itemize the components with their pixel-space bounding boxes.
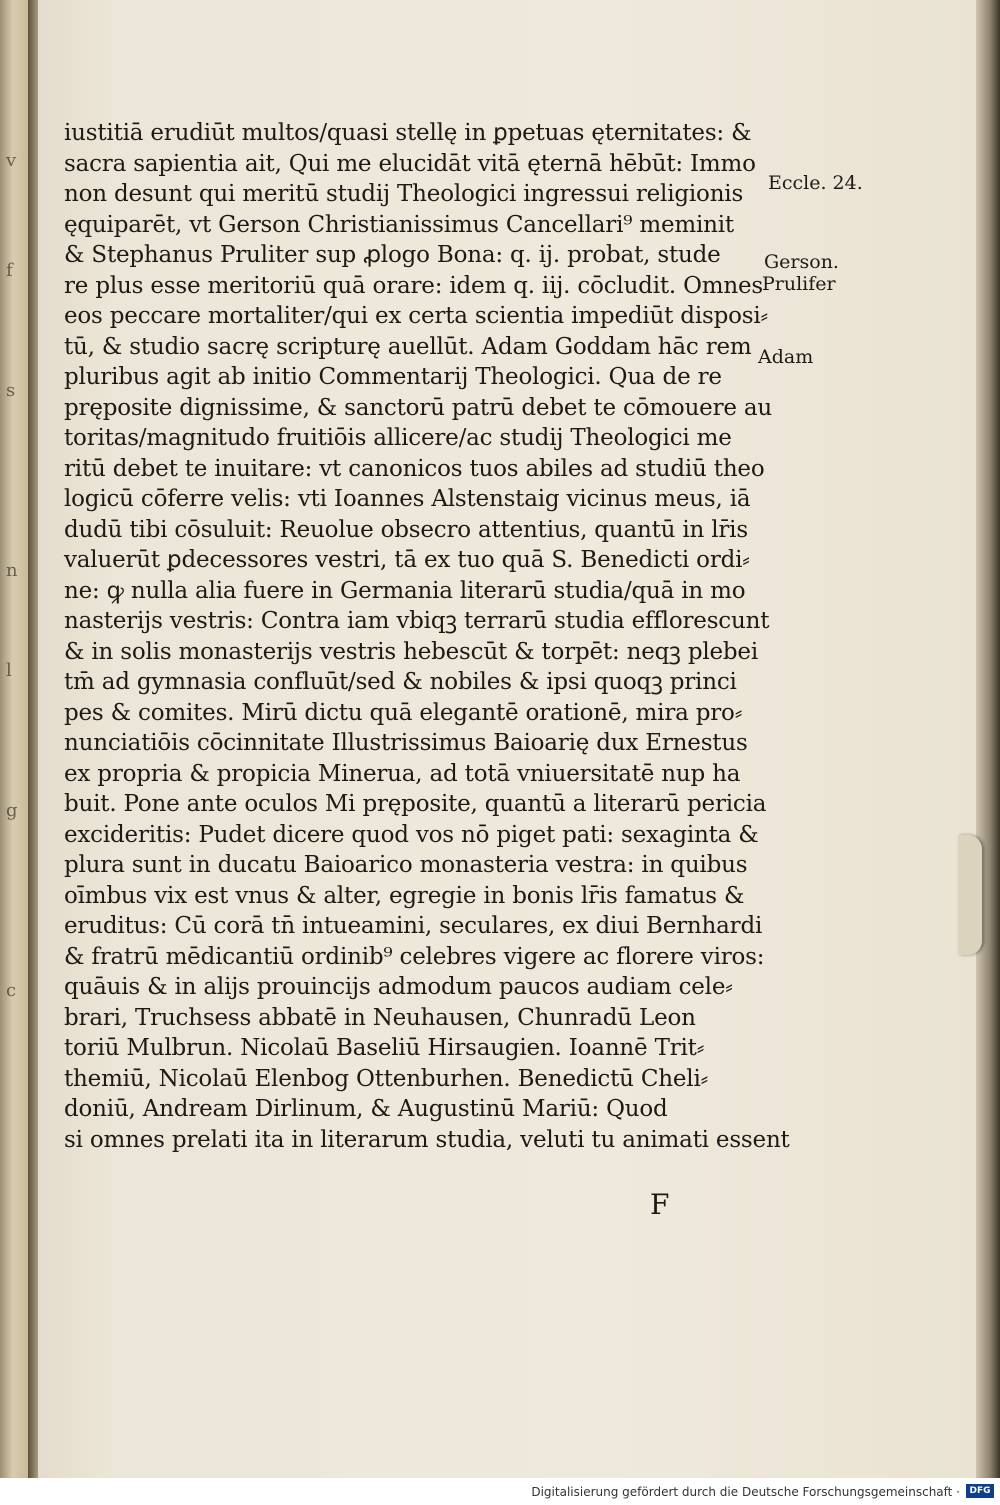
text-line: pes & comites. Mirū dictu quā elegantē orationē, mira pro⸗ xyxy=(64,699,743,726)
text-line: toriū Mulbrun. Nicolaū Baseliū Hirsaugien. Ioannē Trit⸗ xyxy=(64,1035,705,1061)
text-line: excideritis: Pudet dicere quod vos nō piget pati: sexaginta & xyxy=(64,821,759,848)
text-line: plura sunt in ducatu Baioarico monasteria vestra: in quibus xyxy=(64,852,748,878)
text-line: dudū tibi cōsuluit: Reuolue obsecro attentius, quantū in lr̄is xyxy=(64,516,748,543)
text-line: oīmbus vix est vnus & alter, egregie in bonis lr̄is famatus & xyxy=(64,882,745,909)
text-line: themiū, Nicolaū Elenbog Ottenburhen. Benedictū Cheli⸗ xyxy=(64,1065,709,1092)
text-line: doniū, Andream Dirlinum, & Augustinū Mariū: Quod xyxy=(64,1096,668,1122)
marginal-note-gerson: Gerson. xyxy=(764,251,839,273)
text-line: buit. Pone ante oculos Mi pręposite, quantū a literarū pericia xyxy=(64,791,767,817)
page-tab-strip xyxy=(958,835,982,955)
footer-bar xyxy=(0,1478,1000,1505)
signature-mark: F xyxy=(650,1188,670,1221)
text-line: logicū cōferre velis: vti Ioannes Alstenstaig vicinus meus, iā xyxy=(64,486,751,512)
dfg-logo: DFG xyxy=(966,1484,994,1498)
text-line: re plus esse meritoriū quā orare: idem q. iij. cōcludit. Omnes xyxy=(64,272,764,299)
text-line: valuerūt ꝑdecessores vestri, tā ex tuo quā S. Benedicti ordi⸗ xyxy=(64,547,750,573)
binding-gutter xyxy=(28,0,38,1478)
text-line: & fratrū mēdicantiū ordinib⁹ celebres vigere ac florere viros: xyxy=(64,943,765,970)
text-line: eruditus: Cū corā tn̄ intueamini, seculares, ex diui Bernhardi xyxy=(64,913,763,939)
page-right-edge xyxy=(976,0,1000,1478)
text-line: ne: ꝙ nulla alia fuere in Germania literarū studia/quā in mo xyxy=(64,577,746,604)
text-line: nunciatiōis cōcinnitate Illustrissimus Baioarię dux Ernestus xyxy=(64,730,748,756)
text-line: toritas/magnitudo fruitiōis allicere/ac studij Theologici me xyxy=(64,425,732,451)
main-text-block xyxy=(64,118,790,1155)
text-line: pluribus agit ab initio Commentarij Theologici. Qua de re xyxy=(64,364,722,390)
facing-page-edge: v f s n l g c xyxy=(0,0,28,1478)
text-line: ęquiparēt, vt Gerson Christianissimus Cancellari⁹ meminit xyxy=(64,211,734,238)
text-line: si omnes prelati ita in literarum studia, veluti tu animati essent xyxy=(64,1126,790,1153)
text-line: tū, & studio sacrę scripturę auellūt. Adam Goddam hāc rem xyxy=(64,333,752,360)
text-line: ex propria & propicia Minerua, ad totā vniuersitatē nup ha xyxy=(64,760,741,787)
text-line: non desunt qui meritū studij Theologici ingressui religionis xyxy=(64,181,744,207)
marginal-note-eccle: Eccle. 24. xyxy=(768,172,863,194)
text-line: iustitiā erudiūt multos/quasi stellę in ꝑpetuas ęternitates: & xyxy=(64,120,752,146)
text-line: ritū debet te inuitare: vt canonicos tuos abiles ad studiū theo xyxy=(64,455,765,482)
text-line: brari, Truchsess abbatē in Neuhausen, Chunradū Leon xyxy=(64,1004,696,1031)
text-line: sacra sapientia ait, Qui me elucidāt vitā ęternā hēbūt: Immo xyxy=(64,150,756,177)
text-line: pręposite dignissime, & sanctorū patrū debet te cōmouere au xyxy=(64,394,773,421)
text-line: nasterijs vestris: Contra iam vbiqꝫ terrarū studia efflorescunt xyxy=(64,608,770,634)
text-line: tm̄ ad gymnasia confluūt/sed & nobiles & ipsi quoqꝫ princi xyxy=(64,669,737,695)
text-line: eos peccare mortaliter/qui ex certa scientia impediūt disposi⸗ xyxy=(64,303,768,329)
funding-credit: Digitalisierung gefördert durch die Deutsche Forschungsgemeinschaft · xyxy=(531,1485,960,1499)
marginal-note-prulifer: Prulifer xyxy=(762,273,836,295)
text-line: quāuis & in alijs prouincijs admodum paucos audiam cele⸗ xyxy=(64,974,733,1000)
text-line: & in solis monasterijs vestris hebescūt & torpēt: neqꝫ plebei xyxy=(64,638,759,665)
marginal-note-adam: Adam xyxy=(758,346,814,368)
text-line: & Stephanus Pruliter sup ꝓlogo Bona: q. ij. probat, stude xyxy=(64,242,721,268)
